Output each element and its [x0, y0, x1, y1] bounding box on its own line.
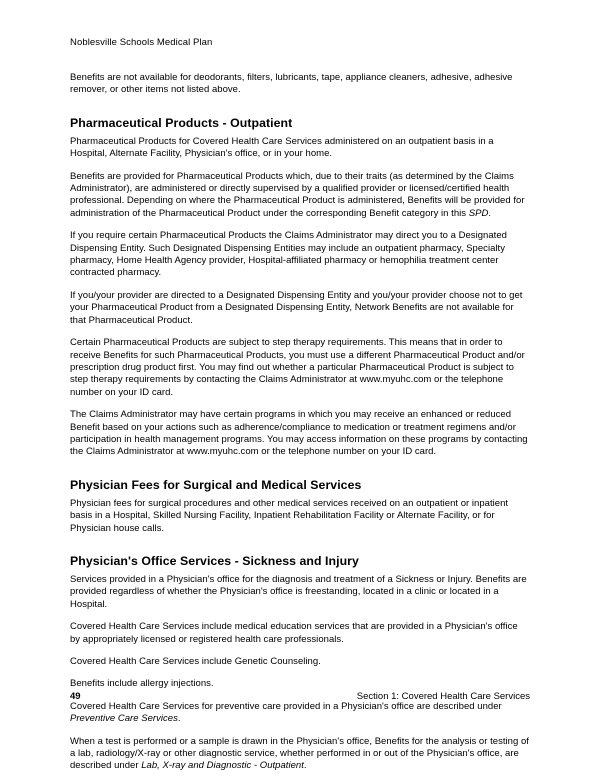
paragraph-text: When a test is performed or a sample is drawn in the Physician's office, Benefits for the analysis or testing of a lab, radiology/X-ray or other diagnostic service, whether performed in or out of the Physician's office, are described under: [70, 735, 529, 772]
body-paragraph: [70, 409, 530, 459]
sections-container: [70, 116, 530, 773]
page-content: [70, 36, 530, 773]
body-paragraph: [70, 736, 530, 773]
paragraph-text-tail: .: [488, 207, 492, 219]
paragraph-text: Benefits include allergy injections.: [70, 678, 214, 690]
paragraph-text: Covered Health Care Services include medical education services that are provided in a Physician's office by appropriately licensed or registered health care professionals.: [70, 621, 518, 645]
section-heading: Physician Fees for Surgical and Medical Services: [70, 477, 362, 492]
body-paragraph: [70, 171, 530, 221]
body-paragraph: [70, 701, 530, 726]
body-paragraph: [70, 230, 530, 280]
paragraph-text: Certain Pharmaceutical Products are subject to step therapy requirements. This means that in order to receive Benefits for such Pharmaceutical Products, you must use a different Pharmaceutical Product and/or prescription drug product first. You may find out whether a particular Pharmaceutical Product is subject to step therapy requirements by contacting the Claims Administrator at www.myuhc.com or the telephone number on your ID card.: [70, 337, 525, 398]
italic-reference: Lab, X-ray and Diagnostic - Outpatient: [141, 760, 304, 772]
intro-paragraph: Benefits are not available for deodorants, filters, lubricants, tape, appliance cleaners, adhesive, adhesive remover, or other items not listed above.: [70, 72, 513, 96]
paragraph-text: Pharmaceutical Products for Covered Health Care Services administered on an outpatient basis in a Hospital, Alternate Facility, Physician's office, or in your home.: [70, 135, 494, 160]
paragraph-text: Benefits are provided for Pharmaceutical Products which, due to their traits (as determined by the Claims Administrator), are administered or directly supervised by a qualified provider or licensed/certified health professional. Depending on where the Pharmaceutical Product is administered, Benefits will be provided for administration of the Pharmaceutical Product under the corresponding Benefit category in this: [70, 170, 525, 219]
body-paragraph: [70, 678, 530, 690]
running-head: Noblesville Schools Medical Plan: [70, 37, 213, 48]
paragraph-text: Services provided in a Physician's office for the diagnosis and treatment of a Sickness or Injury. Benefits are provided regardless of whether the Physician's office is freestanding, located in a clinic or located in a Hospital.: [70, 573, 527, 610]
section-heading: Pharmaceutical Products - Outpatient: [70, 115, 293, 130]
body-paragraph: [70, 290, 530, 327]
body-paragraph: [70, 574, 530, 611]
paragraph-text-tail: .: [303, 760, 307, 772]
paragraph-text: Physician fees for surgical procedures and other medical services received on an outpatient or inpatient basis in a Hospital, Skilled Nursing Facility, Inpatient Rehabilitation Facility or Alternate Facility, or for Physician house calls.: [70, 497, 509, 534]
body-paragraph: [70, 621, 530, 646]
body-paragraph: [70, 498, 530, 535]
italic-reference: Preventive Care Services: [70, 713, 178, 725]
body-paragraph: [70, 136, 530, 161]
paragraph-text: The Claims Administrator may have certain programs in which you may receive an enhanced or reduced Benefit based on your actions such as adherence/compliance to medication or treatment regimens and/or participation in health management programs. You may access information on these programs by contacting the Claims Administrator at www.myuhc.com or the telephone number on your ID card.: [70, 409, 528, 458]
footer-page-number: 49: [70, 691, 81, 702]
page-footer: [70, 690, 530, 703]
paragraph-text-tail: .: [177, 713, 181, 725]
italic-reference: SPD: [468, 207, 489, 219]
footer-section-label: Section 1: Covered Health Care Services: [356, 691, 530, 702]
paragraph-text: Covered Health Care Services for preventive care provided in a Physician's office are described under: [70, 700, 502, 712]
paragraph-text: Covered Health Care Services include Genetic Counseling.: [70, 656, 321, 667]
body-paragraph: [70, 656, 530, 668]
paragraph-text: If you require certain Pharmaceutical Products the Claims Administrator may direct you to a Designated Dispensing Entity. Such Designated Dispensing Entities may include an outpatient pharmacy, Specialty pharmacy, Home Health Agency provider, Hospital-affiliated pharmacy or hemophilia treatment center contracted pharmacy.: [70, 230, 507, 279]
paragraph-text: If you/your provider are directed to a Designated Dispensing Entity and you/your provider choose not to get your Pharmaceutical Product from a Designated Dispensing Entity, Network Benefits are not available for that Pharmaceutical Product.: [70, 289, 523, 326]
body-paragraph: [70, 337, 530, 399]
section-heading: Physician's Office Services - Sickness and Injury: [70, 553, 359, 568]
